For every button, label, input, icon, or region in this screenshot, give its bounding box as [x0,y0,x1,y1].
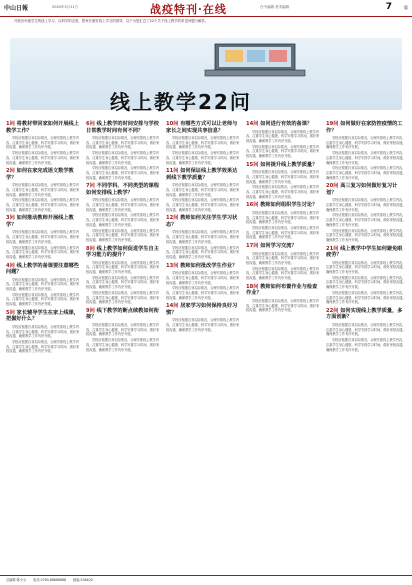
question-number: 14问 [166,303,179,310]
question-number: 22问 [326,307,339,314]
question-title: 14问 居家学习如何保持良好习惯？ [166,303,238,316]
question-title: 17问 如何学习交流？ [246,243,297,250]
question-title: 19问 如何做好在家防控疫情的工作？ [326,121,403,134]
answer-text: 学校应根据自身实际情况，合理安排线上教学内容，注重学生身心健康，科学安排学习时间，做好家校沟通，确保教学工作有序开展。 [326,338,406,352]
question-title: 1问 将教材带回家如何开展线上教学工作？ [6,121,79,134]
answer-text: 学校应根据自身实际情况，合理安排线上教学内容，注重学生身心健康，科学安排学习时间，做好家校沟通，确保教学工作有序开展。 [166,230,240,244]
column-4 [246,118,322,573]
question-title: 22问 如何实现线上教学质量，多方面创新？ [326,307,403,321]
column-5 [326,118,406,573]
answer-text: 学校应根据自身实际情况，合理安排线上教学内容，注重学生身心健康，科学安排学习时间，做好家校沟通，确保教学工作有序开展。 [326,228,406,242]
question-title: 9问 线下教学的断点续教如何衔接？ [86,307,159,321]
answer-text: 学校应根据自身实际情况，合理安排线上教学内容，注重学生身心健康，科学安排学习时间，做好家校沟通，确保教学工作有序开展。 [86,166,160,180]
column-1 [6,118,82,573]
question-number: 12问 [166,215,179,222]
question-title: 21问 线上教学中学生如何避免眼疲劳？ [326,245,403,259]
question-title: 10问 有哪些方式可以让老师与家长之间实现共享信息？ [166,121,238,134]
answer-text: 学校应根据自身实际情况，合理安排线上教学内容，注重学生身心健康，科学安排学习时间，做好家校沟通，确保教学工作有序开展。 [6,324,80,339]
question-number: 9问 [86,307,95,314]
question-title: 13问 教师如何批改学生作业？ [166,262,238,269]
question-number: 5问 [6,309,15,316]
qa-item [326,308,406,352]
answer-text: 学校应根据自身实际情况，合理安排线上教学内容，注重学生身心健康，科学安排学习时间，做好家校沟通，确保教学工作有序开展。 [166,318,240,332]
qa-item [86,121,162,180]
answer-text: 学校应根据自身实际情况，合理安排线上教学内容，注重学生身心健康，科学安排学习时间，做好家校沟通，确保教学工作有序开展。 [86,322,160,337]
issue-date: 2020年3月11日 [52,5,79,9]
question-number: 19问 [326,121,339,127]
question-number: 10问 [166,121,179,127]
question-title: 4问 线上教学的备课要注意哪些问题？ [6,262,79,276]
column-2 [86,118,162,573]
question-number: 7问 [86,183,95,190]
qa-item [86,183,162,242]
answer-text: 学校应根据自身实际情况，合理安排线上教学内容，注重学生身心健康，科学安排学习时间，做好家校沟通，确保教学工作有序开展。 [246,170,320,184]
qa-item [326,183,406,242]
question-title: 2问 如何在家完成语文数学教学？ [6,168,74,181]
answer-text: 学校应根据自身实际情况，合理安排线上教学内容，注重学生身心健康，科学安排学习时间，做好家校沟通，确保教学工作有序开展。 [86,198,160,212]
qa-item [86,308,162,352]
qa-item [6,121,82,165]
editor-credit: 白中编辑 美术编辑 [260,5,290,9]
answer-text: 学校应根据自身实际情况，合理安排线上教学内容，注重学生身心健康，科学安排学习时间，做好家校沟通，确保教学工作有序开展。 [326,213,406,227]
page-number: 7 [385,2,392,12]
page-label: 版 [404,5,408,10]
answer-text: 学校应根据自身实际情况，合理安排线上教学内容，注重学生身心健康，科学安排学习时间，做好家校沟通，确保教学工作有序开展。 [166,245,240,259]
answer-text: 学校应根据自身实际情况，合理安排线上教学内容，注重学生身心健康，科学安排学习时间，做好家校沟通，确保教学工作有序开展。 [86,275,160,290]
page-footer [0,575,412,585]
lede-paragraph: 开展各年级学生的线上学习，以科学的态度，帮家长做好线上学习的指导，以下为您汇总了22个关于线上教学的常见问题与解答。 [14,19,209,23]
question-title: 15问 如何提升线上教学质量？ [246,161,318,168]
question-title: 12问 教师如何关注学生学习状态？ [166,215,238,228]
answer-text: 学校应根据自身实际情况，合理安排线上教学内容，注重学生身心健康，科学安排学习时间，做好家校沟通，确保教学工作有序开展。 [86,260,160,275]
answer-text: 学校应根据自身实际情况，合理安排线上教学内容，注重学生身心健康，科学安排学习时间，做好家校沟通，确保教学工作有序开展。 [246,298,320,313]
answer-text: 学校应根据自身实际情况，合理安排线上教学内容，注重学生身心健康，科学安排学习时间，做好家校沟通，确保教学工作有序开展。 [246,266,320,281]
hero-banner [0,34,412,114]
answer-text: 学校应根据自身实际情况，合理安排线上教学内容，注重学生身心健康，科学安排学习时间，做好家校沟通，确保教学工作有序开展。 [166,151,240,165]
section-title: 战疫特刊·在线 [150,3,227,16]
answer-text: 学校应根据自身实际情况，合理安排线上教学内容，注重学生身心健康，科学安排学习时间，做好家校沟通，确保教学工作有序开展。 [6,151,80,165]
answer-text: 学校应根据自身实际情况，合理安排线上教学内容，注重学生身心健康，科学安排学习时间，做好家校沟通，确保教学工作有序开展。 [6,292,80,307]
answer-text: 学校应根据自身实际情况，合理安排线上教学内容，注重学生身心健康，科学安排学习时间，做好家校沟通，确保教学工作有序开展。 [86,213,160,227]
qa-item [246,243,322,281]
question-number: 8问 [86,245,95,252]
answer-text: 学校应根据自身实际情况，合理安排线上教学内容，注重学生身心健康，科学安排学习时间，做好家校沟通，确保教学工作有序开展。 [6,245,80,259]
qa-item [246,121,322,159]
answer-text: 学校应根据自身实际情况，合理安排线上教学内容，注重学生身心健康，科学安排学习时间，做好家校沟通，确保教学工作有序开展。 [6,277,80,292]
qa-item [246,162,322,200]
question-number: 17问 [246,243,259,250]
question-title: 7问 不同学科、不同类型的课程如何安排线上教学？ [86,183,159,196]
answer-text: 学校应根据自身实际情况，合理安排线上教学内容，注重学生身心健康，科学安排学习时间，做好家校沟通，确保教学工作有序开展。 [86,136,160,150]
question-title: 14问 如何进行有效的备课？ [246,121,313,127]
answer-text: 学校应根据自身实际情况，合理安排线上教学内容，注重学生身心健康，科学安排学习时间，做好家校沟通，确保教学工作有序开展。 [246,210,320,225]
answer-text: 学校应根据自身实际情况，合理安排线上教学内容，注重学生身心健康，科学安排学习时间，做好家校沟通，确保教学工作有序开展。 [166,136,240,150]
question-number: 15问 [246,161,259,168]
question-number: 3问 [6,215,15,222]
answer-text: 学校应根据自身实际情况，合理安排线上教学内容，注重学生身心健康，科学安排学习时间，做好家校沟通，确保教学工作有序开展。 [6,230,80,244]
qa-item [6,310,82,354]
qa-item [6,215,82,259]
answer-text: 学校应根据自身实际情况，合理安排线上教学内容，注重学生身心健康，科学安排学习时间，做好家校沟通，确保教学工作有序开展。 [246,185,320,199]
question-number: 4问 [6,262,15,269]
qa-item [86,246,162,305]
answer-text: 学校应根据自身实际情况，合理安排线上教学内容，注重学生身心健康，科学安排学习时间，做好家校沟通，确保教学工作有序开展。 [86,151,160,165]
answer-text: 学校应根据自身实际情况，合理安排线上教学内容，注重学生身心健康，科学安排学习时间，做好家校沟通，确保教学工作有序开展。 [6,136,80,150]
qa-item [166,121,242,165]
hero-title: 线上教学22问 [110,90,252,114]
answer-text: 学校应根据自身实际情况，合理安排线上教学内容，注重学生身心健康，科学安排学习时间，做好家校沟通，确保教学工作有序开展。 [6,183,80,197]
masthead [0,0,412,17]
answer-text: 学校应根据自身实际情况，合理安排线上教学内容，注重学生身心健康，科学安排学习时间，做好家校沟通，确保教学工作有序开展。 [246,226,320,240]
question-number: 20问 [326,183,339,190]
question-number: 1问 [6,121,15,127]
answer-text: 学校应根据自身实际情况，合理安排线上教学内容，注重学生身心健康，科学安排学习时间，做好家校沟通，确保教学工作有序开展。 [6,339,80,354]
answer-text: 学校应根据自身实际情况，合理安排线上教学内容，注重学生身心健康，科学安排学习时间，做好家校沟通，确保教学工作有序开展。 [326,136,406,150]
question-title: 11问 如何保证线上教学效果达到线下教学质量？ [166,168,238,181]
answer-text: 学校应根据自身实际情况，合理安排线上教学内容，注重学生身心健康，科学安排学习时间，做好家校沟通，确保教学工作有序开展。 [166,198,240,212]
answer-text: 学校应根据自身实际情况，合理安排线上教学内容，注重学生身心健康，科学安排学习时间，做好家校沟通，确保教学工作有序开展。 [166,286,240,300]
question-number: 11问 [166,168,179,175]
qa-item [246,202,322,240]
qa-item [166,303,242,332]
qa-item [166,215,242,259]
footer-editor: 总编辑 陈小元 [6,578,27,582]
qa-item [326,246,406,305]
question-title: 20问 高三复习如何做好复习计划？ [326,183,398,196]
qa-item [6,263,82,307]
answer-text: 学校应根据自身实际情况，合理安排线上教学内容，注重学生身心健康，科学安排学习时间，做好家校沟通，确保教学工作有序开展。 [6,198,80,212]
question-title: 18问 教师如何布置作业与检查作业？ [246,283,318,297]
answer-text: 学校应根据自身实际情况，合理安排线上教学内容，注重学生身心健康，科学安排学习时间，做好家校沟通，确保教学工作有序开展。 [246,129,320,143]
answer-text: 学校应根据自身实际情况，合理安排线上教学内容，注重学生身心健康，科学安排学习时间，做好家校沟通，确保教学工作有序开展。 [326,260,406,275]
footer-postcode: 邮编 528400 [73,578,93,582]
question-title: 8问 线上教学如何促进学生自主学习能力的提升？ [86,245,159,259]
question-number: 21问 [326,245,339,252]
question-number: 13问 [166,262,179,269]
laptop-illustration-icon [195,40,315,80]
question-number: 14问 [246,121,259,127]
qa-item [166,168,242,212]
column-3 [166,118,242,573]
paper-name: 中山日報 [4,5,29,12]
question-title: 16问 教师如何组织学生讨论？ [246,202,318,209]
question-number: 18问 [246,283,259,290]
answer-text: 学校应根据自身实际情况，合理安排线上教学内容，注重学生身心健康，科学安排学习时间，做好家校沟通，确保教学工作有序开展。 [326,198,406,212]
footer-phone: 电话 0760-88888888 [33,578,67,582]
answer-text: 学校应根据自身实际情况，合理安排线上教学内容，注重学生身心健康，科学安排学习时间，做好家校沟通，确保教学工作有序开展。 [326,151,406,165]
question-title: 6问 线上教学的时间安排与学校日常教学时间有何不同？ [86,121,159,134]
answer-text: 学校应根据自身实际情况，合理安排线上教学内容，注重学生身心健康，科学安排学习时间，做好家校沟通，确保教学工作有序开展。 [246,144,320,159]
answer-text: 学校应根据自身实际情况，合理安排线上教学内容，注重学生身心健康，科学安排学习时间，做好家校沟通，确保教学工作有序开展。 [166,271,240,285]
answer-text: 学校应根据自身实际情况，合理安排线上教学内容，注重学生身心健康，科学安排学习时间，做好家校沟通，确保教学工作有序开展。 [246,251,320,266]
question-title: 3问 如何推动教师开展线上教学？ [6,215,74,228]
qa-item [6,168,82,212]
question-number: 16问 [246,202,259,209]
answer-text: 学校应根据自身实际情况，合理安排线上教学内容，注重学生身心健康，科学安排学习时间，做好家校沟通，确保教学工作有序开展。 [326,166,406,180]
question-number: 2问 [6,168,15,175]
question-title: 5问 家长辅导学生在家上线课，把握好什么？ [6,309,79,323]
answer-text: 学校应根据自身实际情况，合理安排线上教学内容，注重学生身心健康，科学安排学习时间，做好家校沟通，确保教学工作有序开展。 [326,322,406,337]
qa-item [166,263,242,301]
answer-text: 学校应根据自身实际情况，合理安排线上教学内容，注重学生身心健康，科学安排学习时间，做好家校沟通，确保教学工作有序开展。 [326,290,406,305]
qa-item [246,284,322,313]
answer-text: 学校应根据自身实际情况，合理安排线上教学内容，注重学生身心健康，科学安排学习时间，做好家校沟通，确保教学工作有序开展。 [166,183,240,197]
answer-text: 学校应根据自身实际情况，合理安排线上教学内容，注重学生身心健康，科学安排学习时间，做好家校沟通，确保教学工作有序开展。 [326,275,406,290]
answer-text: 学校应根据自身实际情况，合理安排线上教学内容，注重学生身心健康，科学安排学习时间，做好家校沟通，确保教学工作有序开展。 [86,338,160,352]
qa-item [326,121,406,180]
question-number: 6问 [86,121,95,127]
answer-text: 学校应根据自身实际情况，合理安排线上教学内容，注重学生身心健康，科学安排学习时间，做好家校沟通，确保教学工作有序开展。 [86,290,160,305]
answer-text: 学校应根据自身实际情况，合理安排线上教学内容，注重学生身心健康，科学安排学习时间，做好家校沟通，确保教学工作有序开展。 [86,228,160,242]
